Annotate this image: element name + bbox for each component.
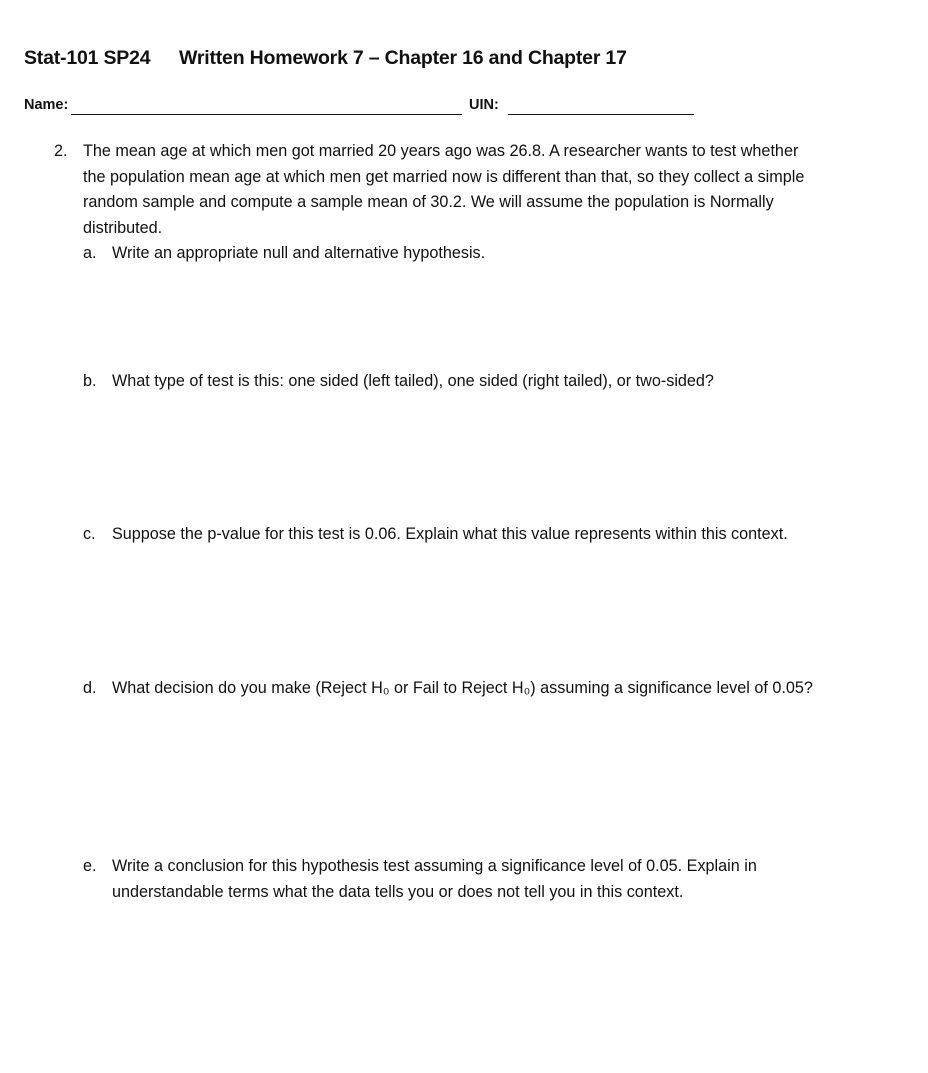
question-number: 2. — [54, 142, 68, 160]
part-d-letter: d. — [83, 679, 97, 697]
question-stem-line-2: the population mean age at which men get married now is different than that, so they collect a simple — [83, 167, 805, 186]
part-e-text-line-1: Write a conclusion for this hypothesis test assuming a significance level of 0.05. Explain in — [112, 857, 757, 875]
part-a-text: Write an appropriate null and alternative hypothesis. — [112, 244, 486, 262]
part-b-letter: b. — [83, 372, 97, 390]
part-a-letter: a. — [83, 244, 97, 262]
question-stem-line-1: The mean age at which men got married 20 years ago was 26.8. A researcher wants to test whether — [83, 142, 799, 160]
uin-field[interactable] — [508, 114, 694, 115]
part-b-text: What type of test is this: one sided (left tailed), one sided (right tailed), or two-sided? — [112, 372, 714, 390]
course-code: Stat-101 SP24 — [24, 47, 151, 69]
name-label: Name: — [24, 97, 69, 113]
part-c-letter: c. — [83, 525, 96, 543]
part-e-text-line-2: understandable terms what the data tells you or does not tell you in this context. — [112, 882, 684, 901]
question-stem-line-4: distributed. — [83, 218, 163, 237]
part-d-text: What decision do you make (Reject H₀ or Fail to Reject H₀) assuming a significance level of 0.05? — [112, 679, 813, 697]
name-field[interactable] — [71, 114, 462, 115]
part-c-text: Suppose the p-value for this test is 0.06. Explain what this value represents within this context. — [112, 525, 788, 543]
question-stem-line-3: random sample and compute a sample mean of 30.2. We will assume the population is Normally — [83, 193, 774, 211]
assignment-title: Written Homework 7 – Chapter 16 and Chapter 17 — [179, 47, 627, 69]
uin-label: UIN: — [469, 97, 499, 113]
part-e-letter: e. — [83, 857, 97, 875]
